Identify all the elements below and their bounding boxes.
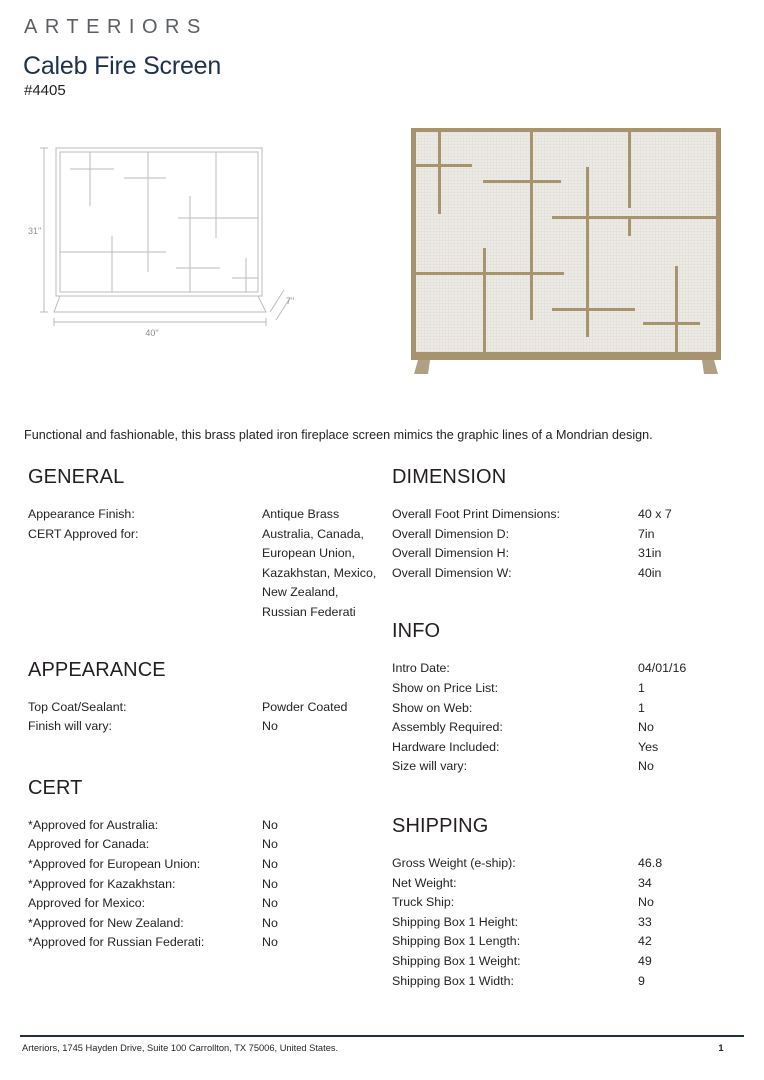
spec-row xyxy=(392,659,748,679)
spec-row xyxy=(392,893,748,913)
spec-value: No xyxy=(638,759,654,774)
page-title: Caleb Fire Screen xyxy=(23,52,222,80)
footer-page-number: 1 xyxy=(718,1043,724,1053)
spec-row xyxy=(28,816,380,836)
drawing-width-label: 40" xyxy=(145,328,159,338)
spec-column-right xyxy=(392,466,748,1001)
spec-label: Top Coat/Sealant: xyxy=(28,699,127,714)
spec-label: *Approved for Australia: xyxy=(28,817,159,832)
product-description: Functional and fashionable, this brass plated iron fireplace screen mimics the graphic lines of a Mondrian design. xyxy=(24,428,653,442)
spec-row xyxy=(28,875,380,895)
section-shipping xyxy=(392,815,748,991)
spec-value: 42 xyxy=(638,934,652,949)
drawing-height-label: 31" xyxy=(28,226,42,236)
spec-value: 49 xyxy=(638,953,652,968)
product-sku: #4405 xyxy=(24,82,66,99)
spec-row xyxy=(392,718,748,738)
spec-row xyxy=(28,894,380,914)
spec-row xyxy=(392,738,748,758)
spec-row xyxy=(392,874,748,894)
spec-row xyxy=(392,525,748,545)
section-general xyxy=(28,466,380,623)
spec-label: Approved for Mexico: xyxy=(28,896,146,911)
spec-value: No xyxy=(262,896,278,911)
spec-value: No xyxy=(638,720,654,735)
spec-row xyxy=(28,717,380,737)
spec-value: Powder Coated xyxy=(262,699,348,714)
spec-row xyxy=(392,757,748,777)
section-heading-shipping: SHIPPING xyxy=(392,814,489,837)
spec-label: Shipping Box 1 Width: xyxy=(392,973,514,988)
spec-label: Shipping Box 1 Height: xyxy=(392,914,519,929)
spec-label: Shipping Box 1 Length: xyxy=(392,934,521,949)
spec-label: Size will vary: xyxy=(392,759,468,774)
spec-row xyxy=(392,679,748,699)
footer-address: Arteriors, 1745 Hayden Drive, Suite 100 Carrollton, TX 75006, United States. xyxy=(22,1043,339,1053)
spec-label: Approved for Canada: xyxy=(28,837,150,852)
section-dimension xyxy=(392,466,748,583)
spec-value: 1 xyxy=(638,680,645,695)
spec-value: 31in xyxy=(638,546,662,561)
spec-value: 7in xyxy=(638,526,655,541)
spec-value: No xyxy=(262,719,278,734)
spec-row xyxy=(28,525,380,623)
spec-row xyxy=(392,505,748,525)
spec-label: Show on Web: xyxy=(392,700,473,715)
spec-label: *Approved for Kazakhstan: xyxy=(28,876,176,891)
spec-column-left xyxy=(28,466,380,963)
spec-value: No xyxy=(262,915,278,930)
spec-label: Overall Foot Print Dimensions: xyxy=(392,507,561,521)
spec-label: *Approved for New Zealand: xyxy=(28,915,184,930)
spec-label: Finish will vary: xyxy=(28,719,112,734)
section-cert xyxy=(28,777,380,953)
spec-row xyxy=(392,913,748,933)
spec-row xyxy=(392,699,748,719)
spec-label: Intro Date: xyxy=(392,661,450,676)
spec-row xyxy=(28,914,380,934)
spec-value: Australia, Canada, European Union, Kazakhstan, Mexico, New Zealand, Russian Federati xyxy=(262,526,377,619)
spec-label: Hardware Included: xyxy=(392,739,500,754)
spec-row xyxy=(392,952,748,972)
section-heading-info: INFO xyxy=(392,620,441,643)
spec-label: *Approved for Russian Federati: xyxy=(28,935,205,950)
spec-label: *Approved for European Union: xyxy=(28,856,201,871)
spec-row xyxy=(28,698,380,718)
spec-label: Overall Dimension W: xyxy=(392,565,512,580)
spec-label: Show on Price List: xyxy=(392,680,499,695)
spec-value: 46.8 xyxy=(638,855,663,870)
spec-value: 34 xyxy=(638,875,652,890)
spec-value: 40in xyxy=(638,565,662,580)
section-heading-general: GENERAL xyxy=(28,466,125,488)
spec-label: Assembly Required: xyxy=(392,720,503,735)
spec-label: Truck Ship: xyxy=(392,895,455,910)
spec-value: No xyxy=(262,837,278,852)
spec-row xyxy=(392,932,748,952)
spec-row xyxy=(392,564,748,584)
spec-row xyxy=(28,933,380,953)
drawing-depth-label: 7" xyxy=(286,296,295,306)
spec-row xyxy=(28,505,380,525)
spec-label: Gross Weight (e-ship): xyxy=(392,855,516,870)
spec-value: No xyxy=(638,895,654,910)
spec-row xyxy=(28,835,380,855)
spec-label: Appearance Finish: xyxy=(28,507,135,521)
product-photo xyxy=(400,120,750,387)
section-heading-appearance: APPEARANCE xyxy=(28,658,166,681)
spec-row xyxy=(392,972,748,992)
spec-label: Overall Dimension H: xyxy=(392,546,510,561)
spec-value: Yes xyxy=(638,739,659,754)
spec-value: No xyxy=(262,876,278,891)
footer-divider xyxy=(20,1035,744,1037)
spec-value: No xyxy=(262,817,278,832)
spec-row xyxy=(392,854,748,874)
spec-value: 9 xyxy=(638,973,645,988)
spec-label: CERT Approved for: xyxy=(28,526,139,541)
spec-label: Overall Dimension D: xyxy=(392,526,510,541)
spec-label: Net Weight: xyxy=(392,875,457,890)
spec-value: 40 x 7 xyxy=(638,507,672,521)
spec-label: Shipping Box 1 Weight: xyxy=(392,953,521,968)
spec-value: Antique Brass xyxy=(262,507,340,521)
spec-value: 04/01/16 xyxy=(638,661,687,676)
spec-value: 1 xyxy=(638,700,645,715)
spec-value: No xyxy=(262,935,278,950)
section-appearance xyxy=(28,659,380,737)
section-info xyxy=(392,620,748,777)
spec-row xyxy=(28,855,380,875)
spec-value: 33 xyxy=(638,914,652,929)
spec-value: No xyxy=(262,856,278,871)
section-heading-dimension: DIMENSION xyxy=(392,466,507,488)
brand-logo: ARTERIORS xyxy=(24,16,208,38)
section-heading-cert: CERT xyxy=(28,776,83,799)
spec-row xyxy=(392,544,748,564)
technical-line-drawing xyxy=(14,126,304,351)
